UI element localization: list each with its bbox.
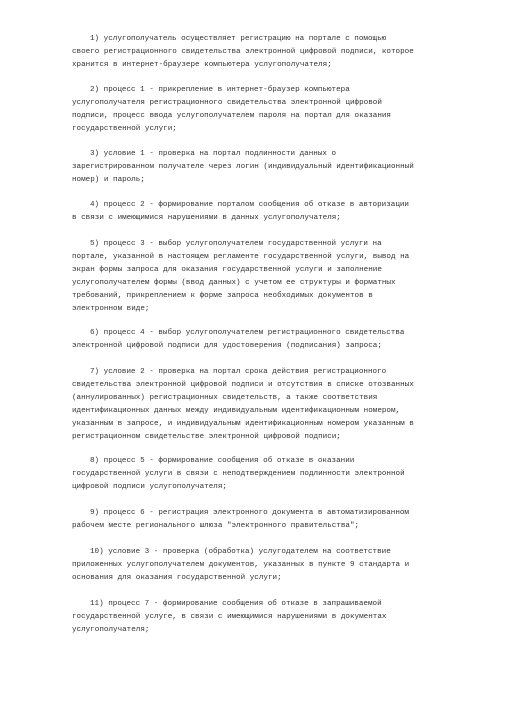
paragraph-11 xyxy=(72,598,478,637)
text-line: 3) условие 1 - проверка на портал подлинности данных о xyxy=(90,150,337,158)
text-line: цифровой подписи услугополучателя; xyxy=(72,483,227,491)
paragraph-6 xyxy=(72,327,478,353)
paragraph-5 xyxy=(72,238,478,316)
text-line: 7) условие 2 - проверка на портал срока действия регистрационного xyxy=(90,368,387,376)
text-line: в связи с имеющимися нарушениями в данных услугополучателя; xyxy=(72,214,341,222)
text-line: государственной услуги в связи с неподтверждением подлинности электронной xyxy=(72,470,405,478)
text-line: подписи, процесс ввода услугополучателем пароля на портал для оказания xyxy=(72,112,391,120)
text-line: основания для оказания государственной услуги; xyxy=(72,574,282,582)
text-line: рабочем месте регионального шлюза "электронного правительства"; xyxy=(72,522,360,530)
paragraph-3 xyxy=(72,148,478,187)
paragraph-10 xyxy=(72,546,478,585)
text-line: требований, прикреплением к форме запроса необходимых документов в xyxy=(72,292,373,300)
paragraph-4 xyxy=(72,199,478,225)
text-line: электронной цифровой подписи для удостоверения (подписания) запроса; xyxy=(72,342,382,350)
text-line: зарегистрированном получателе через логин (индивидуальный идентификационный xyxy=(72,163,414,171)
text-line: государственной услуге, в связи с имеющимися нарушениями в документах xyxy=(72,613,387,621)
text-line: электронном виде; xyxy=(72,305,150,313)
text-line: услугополучателем формы (ввод данных) с учетом ее структуры и форматных xyxy=(72,279,396,287)
text-line: приложенных услугополучателем документов, указанных в пункте 9 стандарта и xyxy=(72,561,410,569)
text-line: 1) услугополучатель осуществляет регистрацию на портале с помощью xyxy=(90,35,387,43)
text-line: свидетельства электронной цифровой подписи и отсутствия в списке отозванных xyxy=(72,381,414,389)
text-line: экран формы запроса для оказания государственной услуги и заполнение xyxy=(72,266,382,274)
paragraph-7 xyxy=(72,366,478,444)
text-line: портале, указанной в настоящем регламенте государственной услуги, вывод на xyxy=(72,253,410,261)
text-line: услугополучателя регистрационного свидетельства электронной цифровой xyxy=(72,99,382,107)
text-line: (аннулированных) регистрационных свидетельств, а также соответствия xyxy=(72,394,378,402)
text-line: своего регистрационного свидетельства электронной цифровой подписи, которое xyxy=(72,48,414,56)
text-line: регистрационном свидетельстве электронной цифровой подписи; xyxy=(72,433,341,441)
text-line: 11) процесс 7 - формирование сообщения об отказе в запрашиваемой xyxy=(90,600,382,608)
text-line: государственной услуги; xyxy=(72,125,177,133)
text-line: 5) процесс 3 - выбор услугополучателем государственной услуги на xyxy=(90,240,382,248)
text-line: 6) процесс 4 - выбор услугополучателем регистрационного свидетельства xyxy=(90,329,405,337)
text-line: 9) процесс 6 - регистрация электронного документа в автоматизированном xyxy=(90,509,409,517)
text-line: номер) и пароль; xyxy=(72,176,145,184)
text-line: услугополучателя; xyxy=(72,626,150,634)
text-line: идентификационных данных между индивидуальным идентификационным номером, xyxy=(72,407,401,415)
text-line: 8) процесс 5 - формирование сообщения об отказе в оказании xyxy=(90,457,355,465)
text-line: хранится в интернет-браузере компьютера услугополучателя; xyxy=(72,61,332,69)
text-line: 2) процесс 1 - прикрепление в интернет-браузер компьютера xyxy=(90,86,350,94)
text-line: 4) процесс 2 - формирование порталом сообщения об отказе в авторизации xyxy=(90,201,409,209)
paragraph-1 xyxy=(72,33,478,72)
paragraph-2 xyxy=(72,84,478,136)
paragraph-8 xyxy=(72,455,478,494)
text-line: 10) условие 3 - проверка (обработка) услугодателем на соответствие xyxy=(90,548,391,556)
text-line: указанным в запросе, и индивидуальным идентификационным номером указанным в xyxy=(72,420,414,428)
paragraph-9 xyxy=(72,507,478,533)
